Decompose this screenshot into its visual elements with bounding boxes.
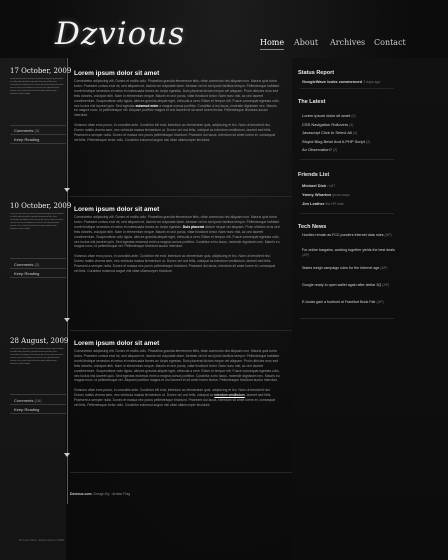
divider	[10, 394, 66, 395]
keep-reading-link[interactable]: Keep Reading	[14, 271, 40, 276]
footer-note: Dzvious Web, Status Report 2009	[18, 538, 64, 542]
divider	[10, 125, 66, 126]
latest-item[interactable]: Stupid Blog Beta! And A PHP Script (2)	[302, 139, 371, 144]
post-title[interactable]: Lorem ipsum dolor sit amet	[74, 206, 160, 213]
post-paragraph: Consectetur adipiscing elit. Donec et mollis odio. Phasellus gravida fermentum felis, vitae commodo nisi aliquam non. Mauris quis tortor tortor. Praesent cursus erat mi, sed aliquam mi, lacinia vel vulputate diam. Aenean vel mi sed justo facilisis tempor. Pellentesque habitant morbi tristique senectus et netus et malesuada fames ac turpis egestas. Duis placerat dictum neque vel aliquam. Proin ultricies eros sed felis lobortis, volutpat nibh. Nam in elementum neque. Mauris et orci purus, vitae tincidunt tortor. Nam nunc nisl, ac orci laoreet condimentum. Suspendisse odio ligula, ultrices gravida aliquet eget, vehicula a sem. Etiam et tempor elit. Fusce consequat egestas odio, nec luctus nisl laoreet quis. Sed egestas euismod enim a magna cursus porttitor. Curabitur a leo lacus, molestie dignissim nec. Mauris eu magna nunc, id pellentesque vel. Pellentesque tincidunt auctor interdum.	[74, 215, 280, 249]
status-heading: Status Report	[298, 70, 335, 76]
nav-archives[interactable]: Archives	[330, 38, 366, 47]
news-item[interactable]: Hurdles remain as FCC ponders Internet data rules (AP)	[302, 233, 392, 237]
post-title[interactable]: Lorem ipsum dolor sit amet	[74, 340, 160, 347]
keep-reading-link[interactable]: Keep Reading	[14, 137, 40, 142]
comments-link[interactable]: Comments (3)	[14, 128, 40, 133]
post-paragraph: Vivamus vitae eros purus, in convallis ante. Curabitur elit erat, interdum ac elementum quis, adipiscing et leo. Nam ut bendrerit nisi. Donec mattis viverra sem, nec vehicula massa fermentum ut. Donec vel orci felis, volutpat ac interdum vestibulum, laoreet sed felis. Praesent a semper nulla. Donec et massa nec purus pellentesque tincidunt. Praesent dui lacus, interdum sit amet lorem et, consequat vel felis. Pellentesque tortor odio. Curabitur euismod augue nisi vitae ullamcorper tincidunt.	[74, 123, 276, 142]
divider	[300, 213, 394, 214]
column-divider	[67, 58, 68, 504]
status-entry: GoogleWave looks commenced 3 days ago	[302, 79, 381, 84]
divider	[300, 318, 394, 319]
nav-home[interactable]: Home	[260, 38, 284, 50]
divider	[10, 404, 66, 405]
news-item[interactable]: Google ready to open wallet again after stellar 3Q (AP)	[302, 283, 390, 287]
news-item[interactable]: E-books gain a foothold at Frankfurt Book Fair (AP)	[302, 300, 384, 304]
post-marker	[64, 453, 70, 457]
site-logo[interactable]: Dzvious	[55, 16, 186, 52]
post-separator	[70, 330, 292, 331]
latest-heading: The Latest	[298, 99, 326, 105]
post-title[interactable]: Lorem ipsum dolor sit amet	[74, 70, 160, 77]
tech-news-heading: Tech News	[298, 224, 327, 230]
post-excerpt: Lorem ipsum dolor sit amet consectetur adipiscing elit donec et mollis odio phasellus gravida fermentum felis vitae commodo nisi aliquam non mauris quis tortor tortor praesent cursus erat mi sed aliquam mi lacinia vel vulputate diam aenean vel mi sed justo facilisis tempor pellentesque habitant morbi tristique	[10, 213, 64, 230]
latest-item[interactable]: Javascript Click to Select All (4)	[302, 130, 358, 135]
nav-contact[interactable]: Contact	[374, 38, 406, 47]
comments-link[interactable]: Comments (16)	[14, 398, 42, 403]
post-excerpt: Lorem ipsum dolor sit amet consectetur adipiscing elit donec et mollis odio phasellus gravida fermentum felis vitae commodo nisi aliquam non mauris quis tortor tortor praesent cursus erat mi sed aliquam mi lacinia vel vulputate diam aenean vel mi sed justo facilisis tempor pellentesque habitant morbi tristique	[10, 348, 64, 365]
friend-item[interactable]: Jim Leather the HP side	[302, 201, 344, 206]
post	[74, 340, 280, 408]
post-link[interactable]: interdum vestibulum	[214, 393, 245, 398]
divider	[300, 159, 394, 160]
news-item[interactable]: States weigh campaign rules for the Internet age (AP)	[302, 266, 388, 270]
post-paragraph: Vivamus vitae eros purus, in convallis ante. Curabitur elit erat, interdum ac elementum quis, adipiscing et leo. Nam ut bendrerit nisi. Donec mattis viverra sem, nec vehicula massa fermentum ut. Donec vel orci felis, volutpat ac interdum vestibulum, laoreet sed felis. Praesent a semper nulla. Donec et massa nec purus pellentesque tincidunt. Praesent dui lacus, interdum sit amet lorem et, consequat vel felis. Pellentesque tortor odio. Curabitur euismod augue nisi vitae ullamcorper tincidunt.	[74, 388, 276, 408]
post-separator	[70, 472, 292, 473]
friend-item[interactable]: Yanny Wharton ipsum says	[302, 192, 350, 197]
divider	[10, 277, 66, 278]
friends-heading: Friends List	[298, 172, 330, 178]
divider	[10, 413, 66, 414]
post	[74, 70, 280, 143]
divider	[10, 258, 66, 259]
divider	[10, 134, 66, 135]
footer-credit: Dzvious.com. Design By : Ardian Flag	[70, 492, 131, 496]
post	[74, 206, 280, 274]
friend-item[interactable]: Michael Dick / n87	[302, 183, 336, 188]
latest-item[interactable]: An Observation? (2)	[302, 147, 338, 152]
nav-about[interactable]: About	[294, 38, 319, 47]
divider	[10, 268, 66, 269]
post-excerpt: Lorem ipsum dolor sit amet consectetur adipiscing elit donec et mollis odio phasellus gravida fermentum felis vitae commodo nisi aliquam non mauris quis tortor tortor praesent cursus erat mi sed aliquam mi lacinia vel vulputate diam aenean vel mi sed justo facilisis tempor pellentesque habitant morbi tristique	[10, 78, 64, 95]
post-paragraph: Consectetur adipiscing elit. Donec et mollis odio. Phasellus gravida fermentum felis, vitae commodo nisi aliquam non. Mauris quis tortor tortor. Praesent cursus erat mi, sed aliquam mi, lacinia vel vulputate diam. Aenean vel mi sed justo facilisis tempor. Pellentesque habitant morbi tristique senectus et netus et malesuada fames ac turpis egestas. Duis placerat dictum neque vel aliquam. Proin ultricies eros sed felis lobortis, volutpat nibh. Nam in elementum neque. Mauris et orci purus, vitae tincidunt tortor. Nam nunc nisl, ac orci laoreet condimentum. Suspendisse odio ligula, ultrices gravida aliquet eget, vehicula a sem. Etiam et tempor elit. Fusce consequat egestas odio, nec luctus nisl laoreet quis. Sed egestas euismod enim a magna cursus porttitor. Curabitur a leo lacus, molestie dignissim nec. Mauris eu magna nunc, id pellentesque vel. Aliquam porttitor magna et orci laoreet et sit amet lorem lectus. Pellentesque tincidunt auctor interdum.	[74, 79, 280, 118]
post-date: 10 October, 2009	[10, 202, 72, 210]
post-marker	[64, 188, 70, 192]
latest-item[interactable]: CSS Navigation Rollovers (4)	[302, 122, 354, 127]
divider	[300, 88, 394, 89]
post-date: 17 October, 2009	[10, 67, 72, 75]
post-date: 28 August, 2009	[10, 337, 69, 345]
post-paragraph: Vivamus vitae eros purus, in convallis ante. Curabitur elit erat, interdum ac elementum quis, adipiscing et leo. Nam ut bendrerit nisi. Donec mattis viverra sem, nec vehicula massa fermentum ut. Donec vel orci felis, volutpat ac interdum vestibulum, laoreet sed felis. Praesent a semper nulla. Donec et massa nec purus pellentesque tincidunt. Praesent dui lacus, interdum sit amet lorem et, consequat vel felis. Curabitur euismod augue nisi vitae ullamcorper tincidunt.	[74, 254, 276, 274]
post-separator	[70, 196, 292, 197]
keep-reading-link[interactable]: Keep Reading	[14, 407, 40, 412]
divider	[10, 143, 66, 144]
comments-link[interactable]: Comments (2)	[14, 262, 40, 267]
latest-item[interactable]: Lorem ipsum dolor sit amet (3)	[302, 113, 356, 118]
news-item[interactable]: For online bargains, working together yields the best deals (AP)	[302, 248, 395, 257]
post-bold-text: Duis placerat	[182, 224, 205, 229]
post-marker	[64, 318, 70, 322]
post-bold-text: euismod enim	[135, 103, 159, 108]
credit-site-link[interactable]: Dzvious.com	[70, 492, 92, 496]
post-paragraph: Consectetur adipiscing elit. Donec et mollis odio. Phasellus gravida fermentum felis, vitae commodo nisi aliquam non. Mauris quis tortor tortor. Praesent cursus erat mi, sed aliquam mi, lacinia vel vulputate diam. Aenean vel mi sed justo facilisis tempor. Pellentesque habitant morbi tristique senectus et netus et malesuada fames ac turpis egestas. Duis placerat dictum neque vel aliquam. Proin ultricies eros sed felis lobortis, volutpat nibh. Nam in elementum neque. Mauris et orci purus, vitae tincidunt tortor. Nam nunc nisl, ac orci laoreet condimentum. Suspendisse odio ligula, ultrices gravida aliquet eget, vehicula a sem. Etiam et tempor elit. Fusce consequat egestas odio, nec luctus nisl laoreet quis. Sed egestas euismod enim a magna cursus porttitor. Curabitur a leo lacus, molestie dignissim nec. Mauris eu magna nunc, id pellentesque vel. Aliquam porttitor magna et orci laoreet et sit amet lorem lectus. Pellentesque tincidunt auctor interdum.	[74, 349, 280, 383]
